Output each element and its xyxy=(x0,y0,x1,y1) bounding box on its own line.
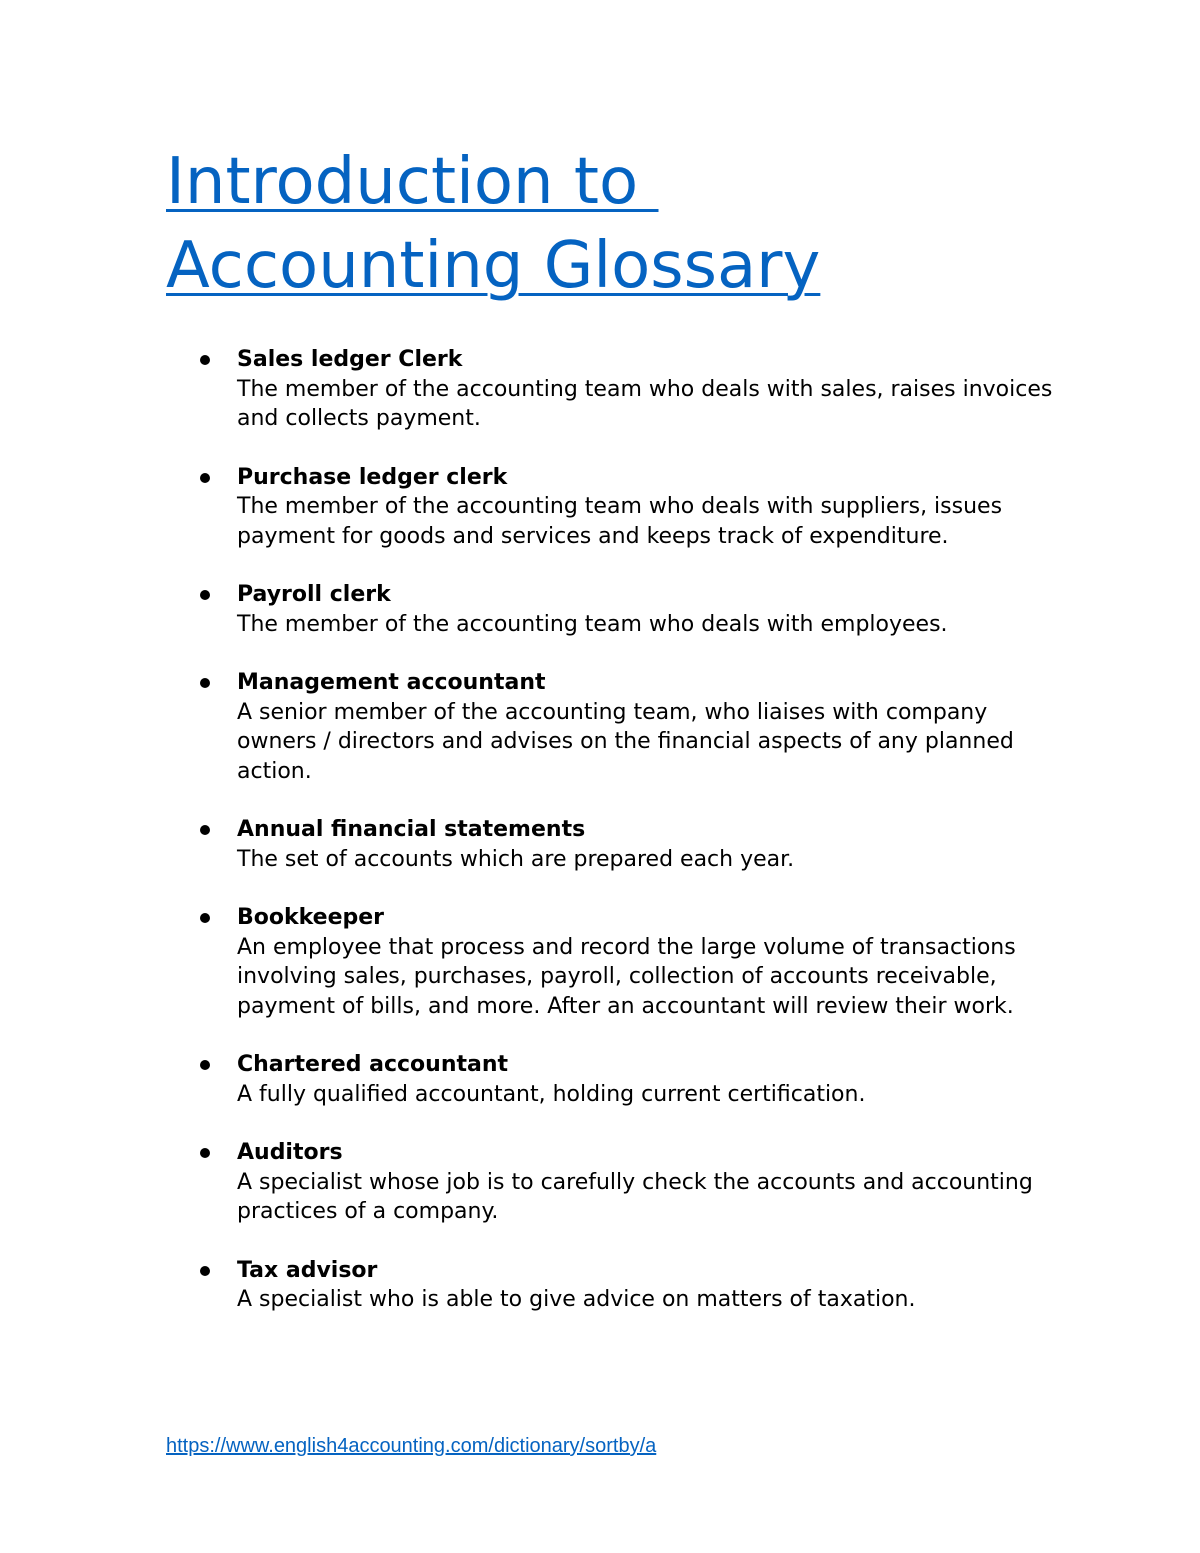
bullet-icon xyxy=(200,913,210,923)
glossary-definition: The member of the accounting team who deals with employees. xyxy=(237,611,948,637)
glossary-entry-tax-advisor xyxy=(0,1256,1057,1315)
glossary-entry-management-accountant xyxy=(0,668,1057,786)
glossary-definition: A specialist whose job is to carefully check the accounts and accounting practices of a company. xyxy=(237,1169,1033,1224)
glossary-term: Auditors xyxy=(237,1140,343,1165)
glossary-entry-payroll-clerk xyxy=(0,580,1057,639)
bullet-icon xyxy=(200,1148,210,1158)
glossary-definition: The set of accounts which are prepared each year. xyxy=(237,846,795,872)
bullet-icon xyxy=(200,590,210,600)
glossary-term: Payroll clerk xyxy=(237,582,391,607)
glossary-term: Management accountant xyxy=(237,670,546,695)
glossary-entry-sales-ledger-clerk xyxy=(0,345,1057,434)
glossary-definition: An employee that process and record the large volume of transactions involving sales, purchases, payroll, collection of accounts receivable, payment of bills, and more. After an accountant will review their work. xyxy=(237,934,1016,1019)
glossary-term: Tax advisor xyxy=(237,1257,378,1283)
glossary-definition: A senior member of the accounting team, who liaises with company owners / directors and advises on the financial aspects of any planned action. xyxy=(237,699,1014,784)
glossary-term: Sales ledger Clerk xyxy=(237,347,463,372)
glossary-entry-purchase-ledger-clerk xyxy=(0,463,1057,552)
glossary-definition: A fully qualified accountant, holding current certification. xyxy=(237,1081,866,1107)
bullet-icon xyxy=(200,1060,210,1070)
glossary-entry-annual-financial-statements xyxy=(0,815,1057,874)
document-title[interactable] xyxy=(166,140,1066,308)
glossary-definition: The member of the accounting team who deals with sales, raises invoices and collects payment. xyxy=(237,376,1053,431)
bullet-icon xyxy=(200,678,210,688)
title-line-1[interactable]: Introduction to xyxy=(166,145,659,219)
glossary-entry-auditors xyxy=(0,1138,1057,1227)
glossary-term: Annual financial statements xyxy=(237,817,586,842)
glossary-definition: A specialist who is able to give advice on matters of taxation. xyxy=(237,1287,916,1312)
glossary-term: Bookkeeper xyxy=(237,905,385,930)
bullet-icon xyxy=(200,473,210,483)
glossary-entry-chartered-accountant xyxy=(0,1050,1057,1109)
title-line-2[interactable]: Accounting Glossary xyxy=(166,229,821,303)
glossary-term: Purchase ledger clerk xyxy=(237,464,508,490)
bullet-icon xyxy=(200,355,210,365)
glossary-entry-bookkeeper xyxy=(0,903,1057,1021)
glossary-list xyxy=(0,345,1200,1344)
source-url-link[interactable]: https://www.english4accounting.com/dictionary/sortby/a xyxy=(166,1435,657,1457)
bullet-icon xyxy=(200,825,210,835)
glossary-term: Chartered accountant xyxy=(237,1052,509,1077)
bullet-icon xyxy=(200,1266,210,1276)
glossary-definition: The member of the accounting team who deals with suppliers, issues payment for goods and services and keeps track of expenditure. xyxy=(237,494,1003,549)
